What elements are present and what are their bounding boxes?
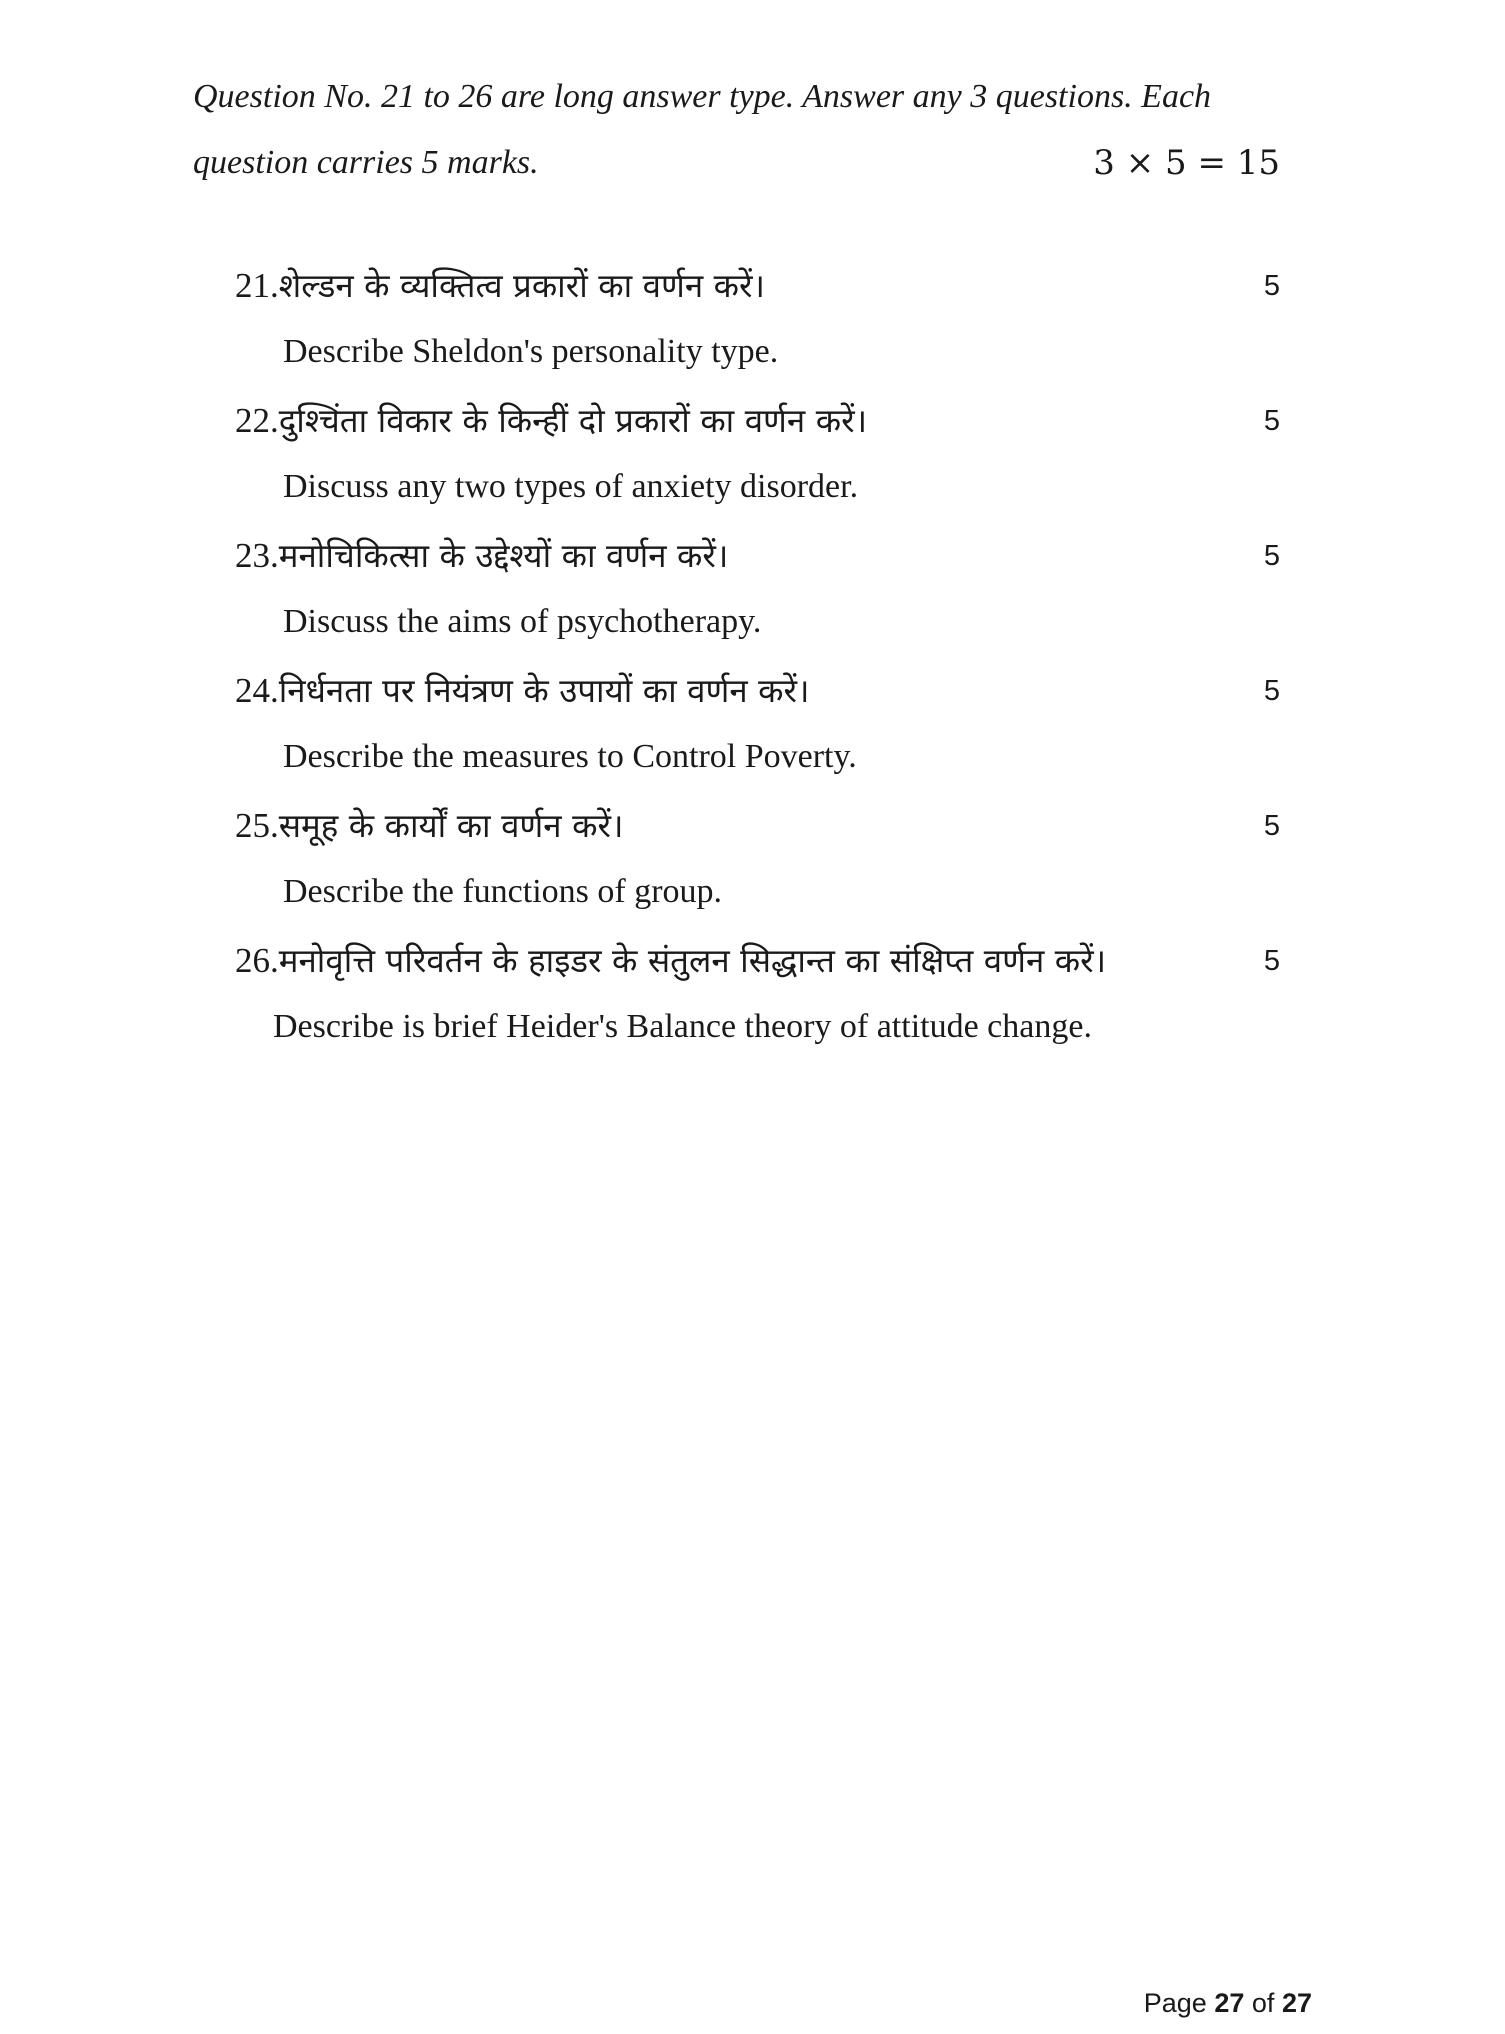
current-page-number: 27 — [1214, 1988, 1245, 2018]
question-marks: 5 — [1263, 540, 1280, 572]
question-number: 25. — [235, 806, 279, 845]
question-24 — [235, 657, 1293, 792]
question-english: Describe Sheldon's personality type. — [283, 333, 779, 370]
question-marks: 5 — [1263, 405, 1280, 437]
question-hindi — [235, 657, 810, 725]
question-hindi-text: निर्धनता पर नियंत्रण के उपायों का वर्णन करें। — [278, 671, 810, 710]
page-word: Page — [1143, 1988, 1207, 2018]
question-hindi-text: शेल्डन के व्यक्तित्व प्रकारों का वर्णन करें। — [278, 266, 765, 305]
page-footer — [1144, 1988, 1312, 2019]
question-number: 26. — [235, 941, 279, 980]
question-hindi-text: दुश्चिंता विकार के किन्हीं दो प्रकारों का वर्णन करें। — [278, 401, 868, 440]
question-english: Discuss any two types of anxiety disorder. — [283, 468, 859, 505]
question-hindi — [235, 522, 728, 590]
question-26 — [235, 927, 1293, 1062]
question-english: Describe the functions of group. — [283, 873, 723, 910]
question-marks: 5 — [1263, 945, 1280, 977]
question-hindi — [235, 927, 1106, 995]
question-hindi-text: मनोचिकित्सा के उद्देश्यों का वर्णन करें। — [278, 536, 729, 575]
total-marks-formula: 3 × 5 = 15 — [1093, 143, 1280, 183]
question-hindi — [235, 792, 623, 860]
question-english: Describe the measures to Control Poverty. — [283, 738, 857, 775]
question-hindi — [235, 252, 765, 320]
question-marks: 5 — [1263, 270, 1280, 302]
question-number: 23. — [235, 536, 279, 575]
total-pages-number: 27 — [1281, 1988, 1312, 2018]
instructions-text-2: question carries 5 marks. — [193, 144, 539, 181]
question-hindi-text: समूह के कार्यों का वर्णन करें। — [278, 806, 624, 845]
question-english: Discuss the aims of psychotherapy. — [283, 603, 762, 640]
question-marks: 5 — [1263, 810, 1280, 842]
of-word: of — [1251, 1988, 1275, 2018]
question-number: 22. — [235, 401, 279, 440]
question-23 — [235, 522, 1293, 657]
question-hindi-text: मनोवृत्ति परिवर्तन के हाइडर के संतुलन सिद्धान्त का संक्षिप्त वर्णन करें। — [278, 941, 1107, 980]
question-22 — [235, 387, 1293, 522]
question-marks: 5 — [1263, 675, 1280, 707]
question-25 — [235, 792, 1293, 927]
question-21 — [235, 252, 1293, 387]
section-instructions — [193, 64, 1293, 196]
instructions-line-1 — [193, 64, 1293, 130]
question-list — [235, 252, 1293, 1062]
instructions-line-2 — [193, 130, 1293, 196]
question-number: 21. — [235, 266, 279, 305]
instructions-text-1: Question No. 21 to 26 are long answer type. Answer any 3 questions. Each — [193, 78, 1212, 115]
question-hindi — [235, 387, 867, 455]
question-english: Describe is brief Heider's Balance theory of attitude change. — [273, 1008, 1092, 1045]
question-number: 24. — [235, 671, 279, 710]
